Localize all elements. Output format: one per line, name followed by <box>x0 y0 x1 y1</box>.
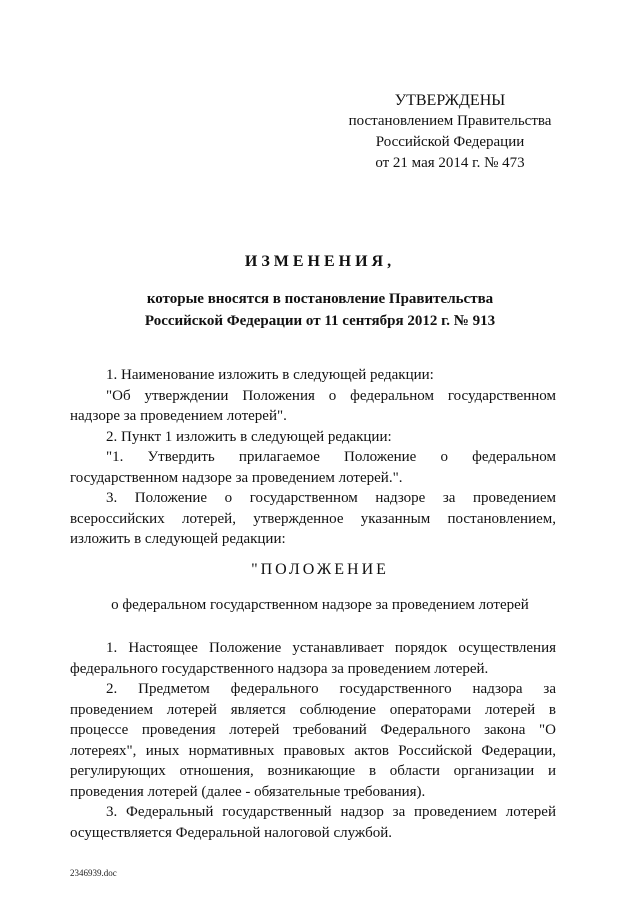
regulation-point: 3. Федеральный государственный надзор за проведением лотерей осуществляется Федеральной налоговой службой. <box>70 804 556 841</box>
amendment-paragraph: 1. Наименование изложить в следующей редакции: <box>106 367 434 383</box>
amendment-paragraph: 3. Положение о государственном надзоре за проведением всероссийских лотерей, утвержденное указанным постановлением, изложить в следующей редакции: <box>70 490 556 547</box>
regulation-point: 1. Настоящее Положение устанавливает порядок осуществления федерального государственного надзора за проведением лотерей. <box>70 640 556 677</box>
regulation-subtitle: о федеральном государственном надзоре за проведением лотерей <box>111 597 529 613</box>
amendment-paragraph: "1. Утвердить прилагаемое Положение о федеральном государственном надзоре за проведением лотерей.". <box>70 449 556 486</box>
amendment-paragraph: "Об утверждении Положения о федеральном государственном надзоре за проведением лотерей". <box>70 387 556 424</box>
file-reference: 2346939.doc <box>70 868 117 878</box>
amendments-block <box>70 365 556 550</box>
document-subheading <box>60 288 580 332</box>
approval-stamp <box>335 90 565 174</box>
regulation-points <box>70 638 556 843</box>
regulation-title: "ПОЛОЖЕНИЕ <box>251 561 389 578</box>
regulation-point: 2. Предметом федерального государственного надзора за проведением лотерей является соблюдение операторами лотерей в процессе проведения лотерей требований Федерального закона "О лотереях", иных нормативных правовых актов Российской Федерации, регулирующих отношения, возникающие в области организации и проведения лотерей (далее - обязательные требования). <box>70 681 556 800</box>
subheading-line-1: которые вносятся в постановление Правительства <box>146 291 494 307</box>
amendment-paragraph: 2. Пункт 1 изложить в следующей редакции: <box>106 428 392 445</box>
document-heading: ИЗМЕНЕНИЯ, <box>244 253 396 270</box>
approval-line-1: постановлением Правительства <box>348 113 552 129</box>
approval-line-2: Российской Федерации <box>375 134 525 150</box>
subheading-line-2: Российской Федерации от 11 сентября 2012 г. № 913 <box>144 313 496 329</box>
approval-line-3: от 21 мая 2014 г. № 473 <box>375 155 525 171</box>
approval-title: УТВЕРЖДЕНЫ <box>394 92 506 109</box>
